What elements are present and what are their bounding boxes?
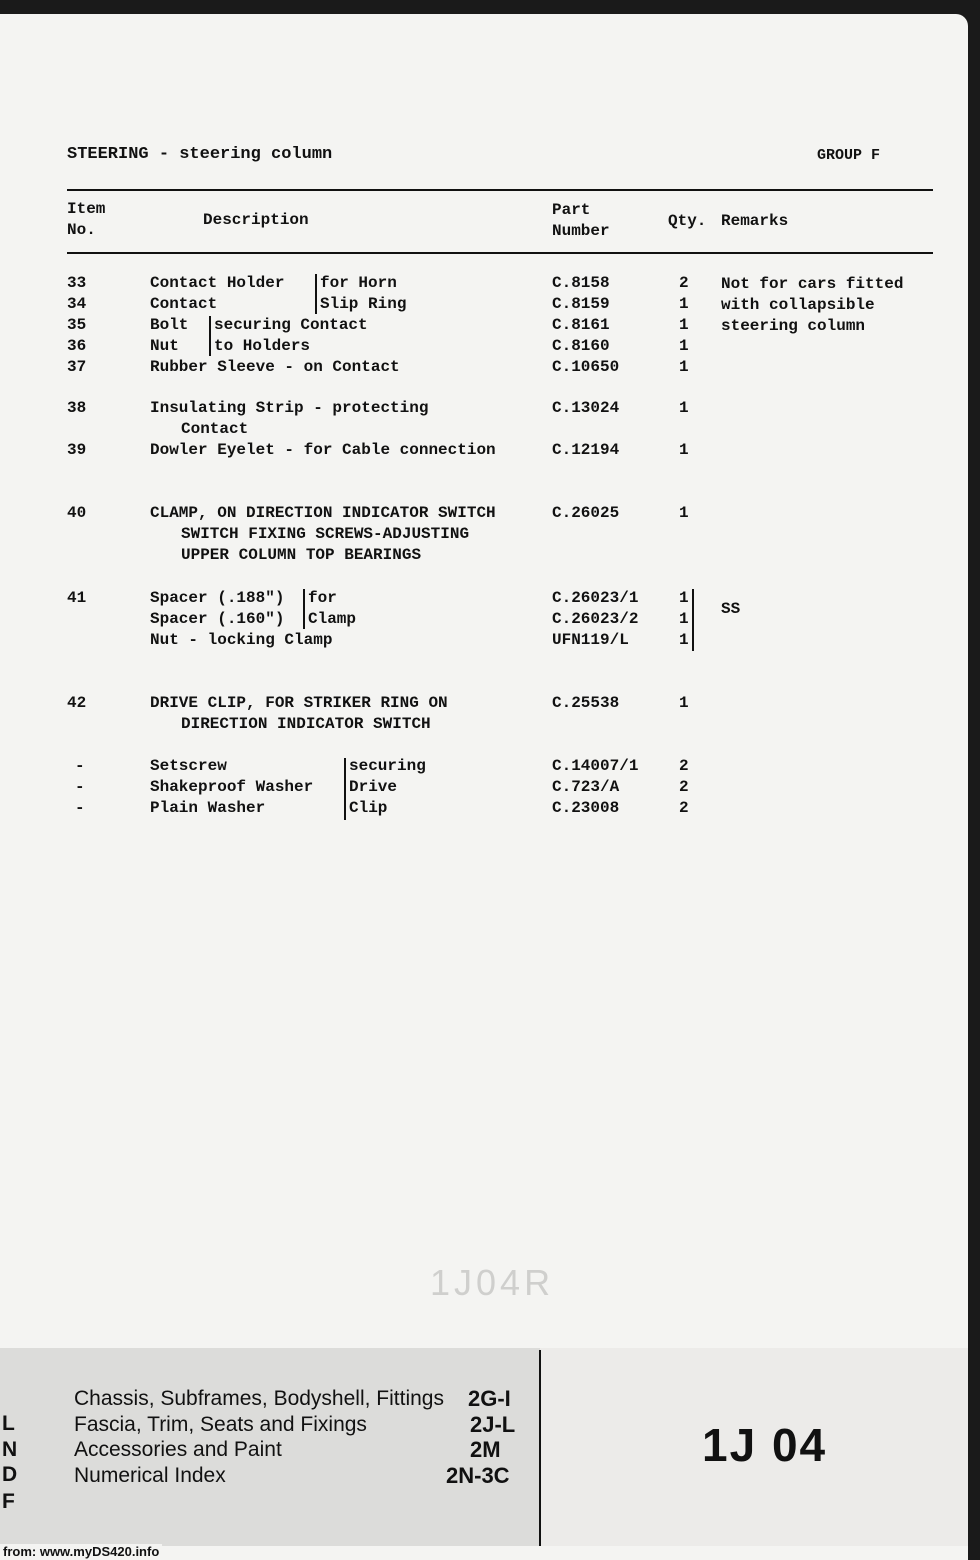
description-qualifier: securing Contact bbox=[214, 316, 368, 334]
item-no: 39 bbox=[67, 441, 87, 459]
part-number: C.8158 bbox=[552, 274, 610, 292]
part-number: C.8159 bbox=[552, 295, 610, 313]
part-number: C.8161 bbox=[552, 316, 610, 334]
description-qualifier: Clip bbox=[349, 799, 388, 817]
part-number: C.26023/1 bbox=[552, 589, 639, 607]
description: Nut bbox=[150, 337, 179, 355]
remarks-line: steering column bbox=[721, 317, 866, 335]
description: CLAMP, ON DIRECTION INDICATOR SWITCH bbox=[150, 504, 496, 522]
section-code: 2M bbox=[470, 1437, 501, 1462]
section-name: Accessories and Paint bbox=[74, 1438, 282, 1461]
section-code: 2G-I bbox=[468, 1386, 511, 1411]
col-qty: Qty. bbox=[668, 212, 707, 230]
col-item-line2: No. bbox=[67, 221, 96, 239]
description: Dowler Eyelet - for Cable connection bbox=[150, 441, 496, 459]
description-qualifier: for Horn bbox=[320, 274, 397, 292]
section-code: 2N-3C bbox=[446, 1463, 510, 1488]
item-no: - bbox=[75, 778, 85, 796]
description-qualifier: Slip Ring bbox=[320, 295, 407, 313]
part-number: C.25538 bbox=[552, 694, 620, 712]
description-qualifier: securing bbox=[349, 757, 426, 775]
section-name: Numerical Index bbox=[74, 1464, 226, 1487]
section-code: 2J-L bbox=[470, 1412, 516, 1437]
item-no: - bbox=[75, 757, 85, 775]
quantity: 1 bbox=[679, 504, 689, 522]
bracket-bar bbox=[209, 316, 211, 356]
description: Contact Holder bbox=[150, 274, 285, 292]
group-label: GROUP F bbox=[817, 147, 881, 164]
fiche-page bbox=[0, 14, 968, 1560]
col-item-line1: Item bbox=[67, 200, 106, 218]
item-no: 37 bbox=[67, 358, 87, 376]
footer-divider bbox=[539, 1350, 541, 1546]
item-no: 40 bbox=[67, 504, 87, 522]
description: Nut - locking Clamp bbox=[150, 631, 333, 649]
part-number: C.10650 bbox=[552, 358, 620, 376]
quantity: 2 bbox=[679, 799, 689, 817]
page-title: STEERING - steering column bbox=[67, 145, 333, 164]
description-continued: Contact bbox=[181, 420, 249, 438]
bracket-bar bbox=[315, 274, 317, 314]
item-no: 42 bbox=[67, 694, 87, 712]
col-part-line2: Number bbox=[552, 222, 610, 240]
remarks-block bbox=[721, 274, 903, 337]
description: Spacer (.160") bbox=[150, 610, 285, 628]
part-number: C.12194 bbox=[552, 441, 620, 459]
section-name: Chassis, Subframes, Bodyshell, Fittings bbox=[74, 1387, 444, 1410]
part-number: C.723/A bbox=[552, 778, 620, 796]
quantity: 1 bbox=[679, 337, 689, 355]
bracket-bar bbox=[692, 589, 694, 651]
item-no: 33 bbox=[67, 274, 87, 292]
quantity: 1 bbox=[679, 610, 689, 628]
description: Spacer (.188") bbox=[150, 589, 285, 607]
part-number: C.26025 bbox=[552, 504, 620, 522]
description: Contact bbox=[150, 295, 218, 313]
quantity: 1 bbox=[679, 631, 689, 649]
col-description: Description bbox=[203, 211, 309, 229]
part-number: C.13024 bbox=[552, 399, 620, 417]
header-rule bbox=[67, 252, 933, 254]
quantity: 1 bbox=[679, 295, 689, 313]
bracket-bar bbox=[303, 589, 305, 629]
part-number: C.26023/2 bbox=[552, 610, 639, 628]
section-name: Fascia, Trim, Seats and Fixings bbox=[74, 1413, 367, 1436]
part-number: C.23008 bbox=[552, 799, 620, 817]
item-no: 38 bbox=[67, 399, 87, 417]
description-continued: UPPER COLUMN TOP BEARINGS bbox=[181, 546, 422, 564]
description-qualifier: to Holders bbox=[214, 337, 311, 355]
col-part-line1: Part bbox=[552, 201, 591, 219]
section-letter: L bbox=[2, 1412, 15, 1435]
description: Bolt bbox=[150, 316, 189, 334]
item-no: 35 bbox=[67, 316, 87, 334]
description: Setscrew bbox=[150, 757, 227, 775]
description: Plain Washer bbox=[150, 799, 266, 817]
quantity: 1 bbox=[679, 694, 689, 712]
description-qualifier: for bbox=[308, 589, 337, 607]
description: DRIVE CLIP, FOR STRIKER RING ON bbox=[150, 694, 448, 712]
col-remarks: Remarks bbox=[721, 212, 789, 230]
description-continued: DIRECTION INDICATOR SWITCH bbox=[181, 715, 431, 733]
description-qualifier: Drive bbox=[349, 778, 398, 796]
quantity: 1 bbox=[679, 358, 689, 376]
section-letter: F bbox=[2, 1490, 15, 1513]
quantity: 1 bbox=[679, 399, 689, 417]
quantity: 2 bbox=[679, 274, 689, 292]
section-letter: N bbox=[2, 1438, 18, 1461]
remarks-line: Not for cars fitted bbox=[721, 275, 904, 293]
remarks-line: with collapsible bbox=[721, 296, 875, 314]
item-no: 36 bbox=[67, 337, 87, 355]
description-continued: SWITCH FIXING SCREWS-ADJUSTING bbox=[181, 525, 470, 543]
fiche-number: 1J 04 bbox=[702, 1419, 828, 1471]
col-item-no bbox=[67, 199, 105, 241]
faint-stamp: 1J04R bbox=[430, 1262, 555, 1303]
part-number: C.14007/1 bbox=[552, 757, 639, 775]
quantity: 1 bbox=[679, 441, 689, 459]
quantity: 1 bbox=[679, 589, 689, 607]
description-qualifier: Clamp bbox=[308, 610, 357, 628]
description: Rubber Sleeve - on Contact bbox=[150, 358, 400, 376]
quantity: 1 bbox=[679, 316, 689, 334]
item-no: 34 bbox=[67, 295, 87, 313]
remarks-ss: SS bbox=[721, 600, 741, 618]
source-credit: from: www.myDS420.info bbox=[0, 1544, 162, 1559]
item-no: - bbox=[75, 799, 85, 817]
quantity: 2 bbox=[679, 757, 689, 775]
part-number: C.8160 bbox=[552, 337, 610, 355]
quantity: 2 bbox=[679, 778, 689, 796]
section-letter: D bbox=[2, 1463, 18, 1486]
description: Insulating Strip - protecting bbox=[150, 399, 429, 417]
part-number: UFN119/L bbox=[552, 631, 629, 649]
col-part-number bbox=[552, 200, 610, 242]
top-rule bbox=[67, 189, 933, 191]
description: Shakeproof Washer bbox=[150, 778, 314, 796]
item-no: 41 bbox=[67, 589, 87, 607]
bracket-bar bbox=[344, 758, 346, 820]
